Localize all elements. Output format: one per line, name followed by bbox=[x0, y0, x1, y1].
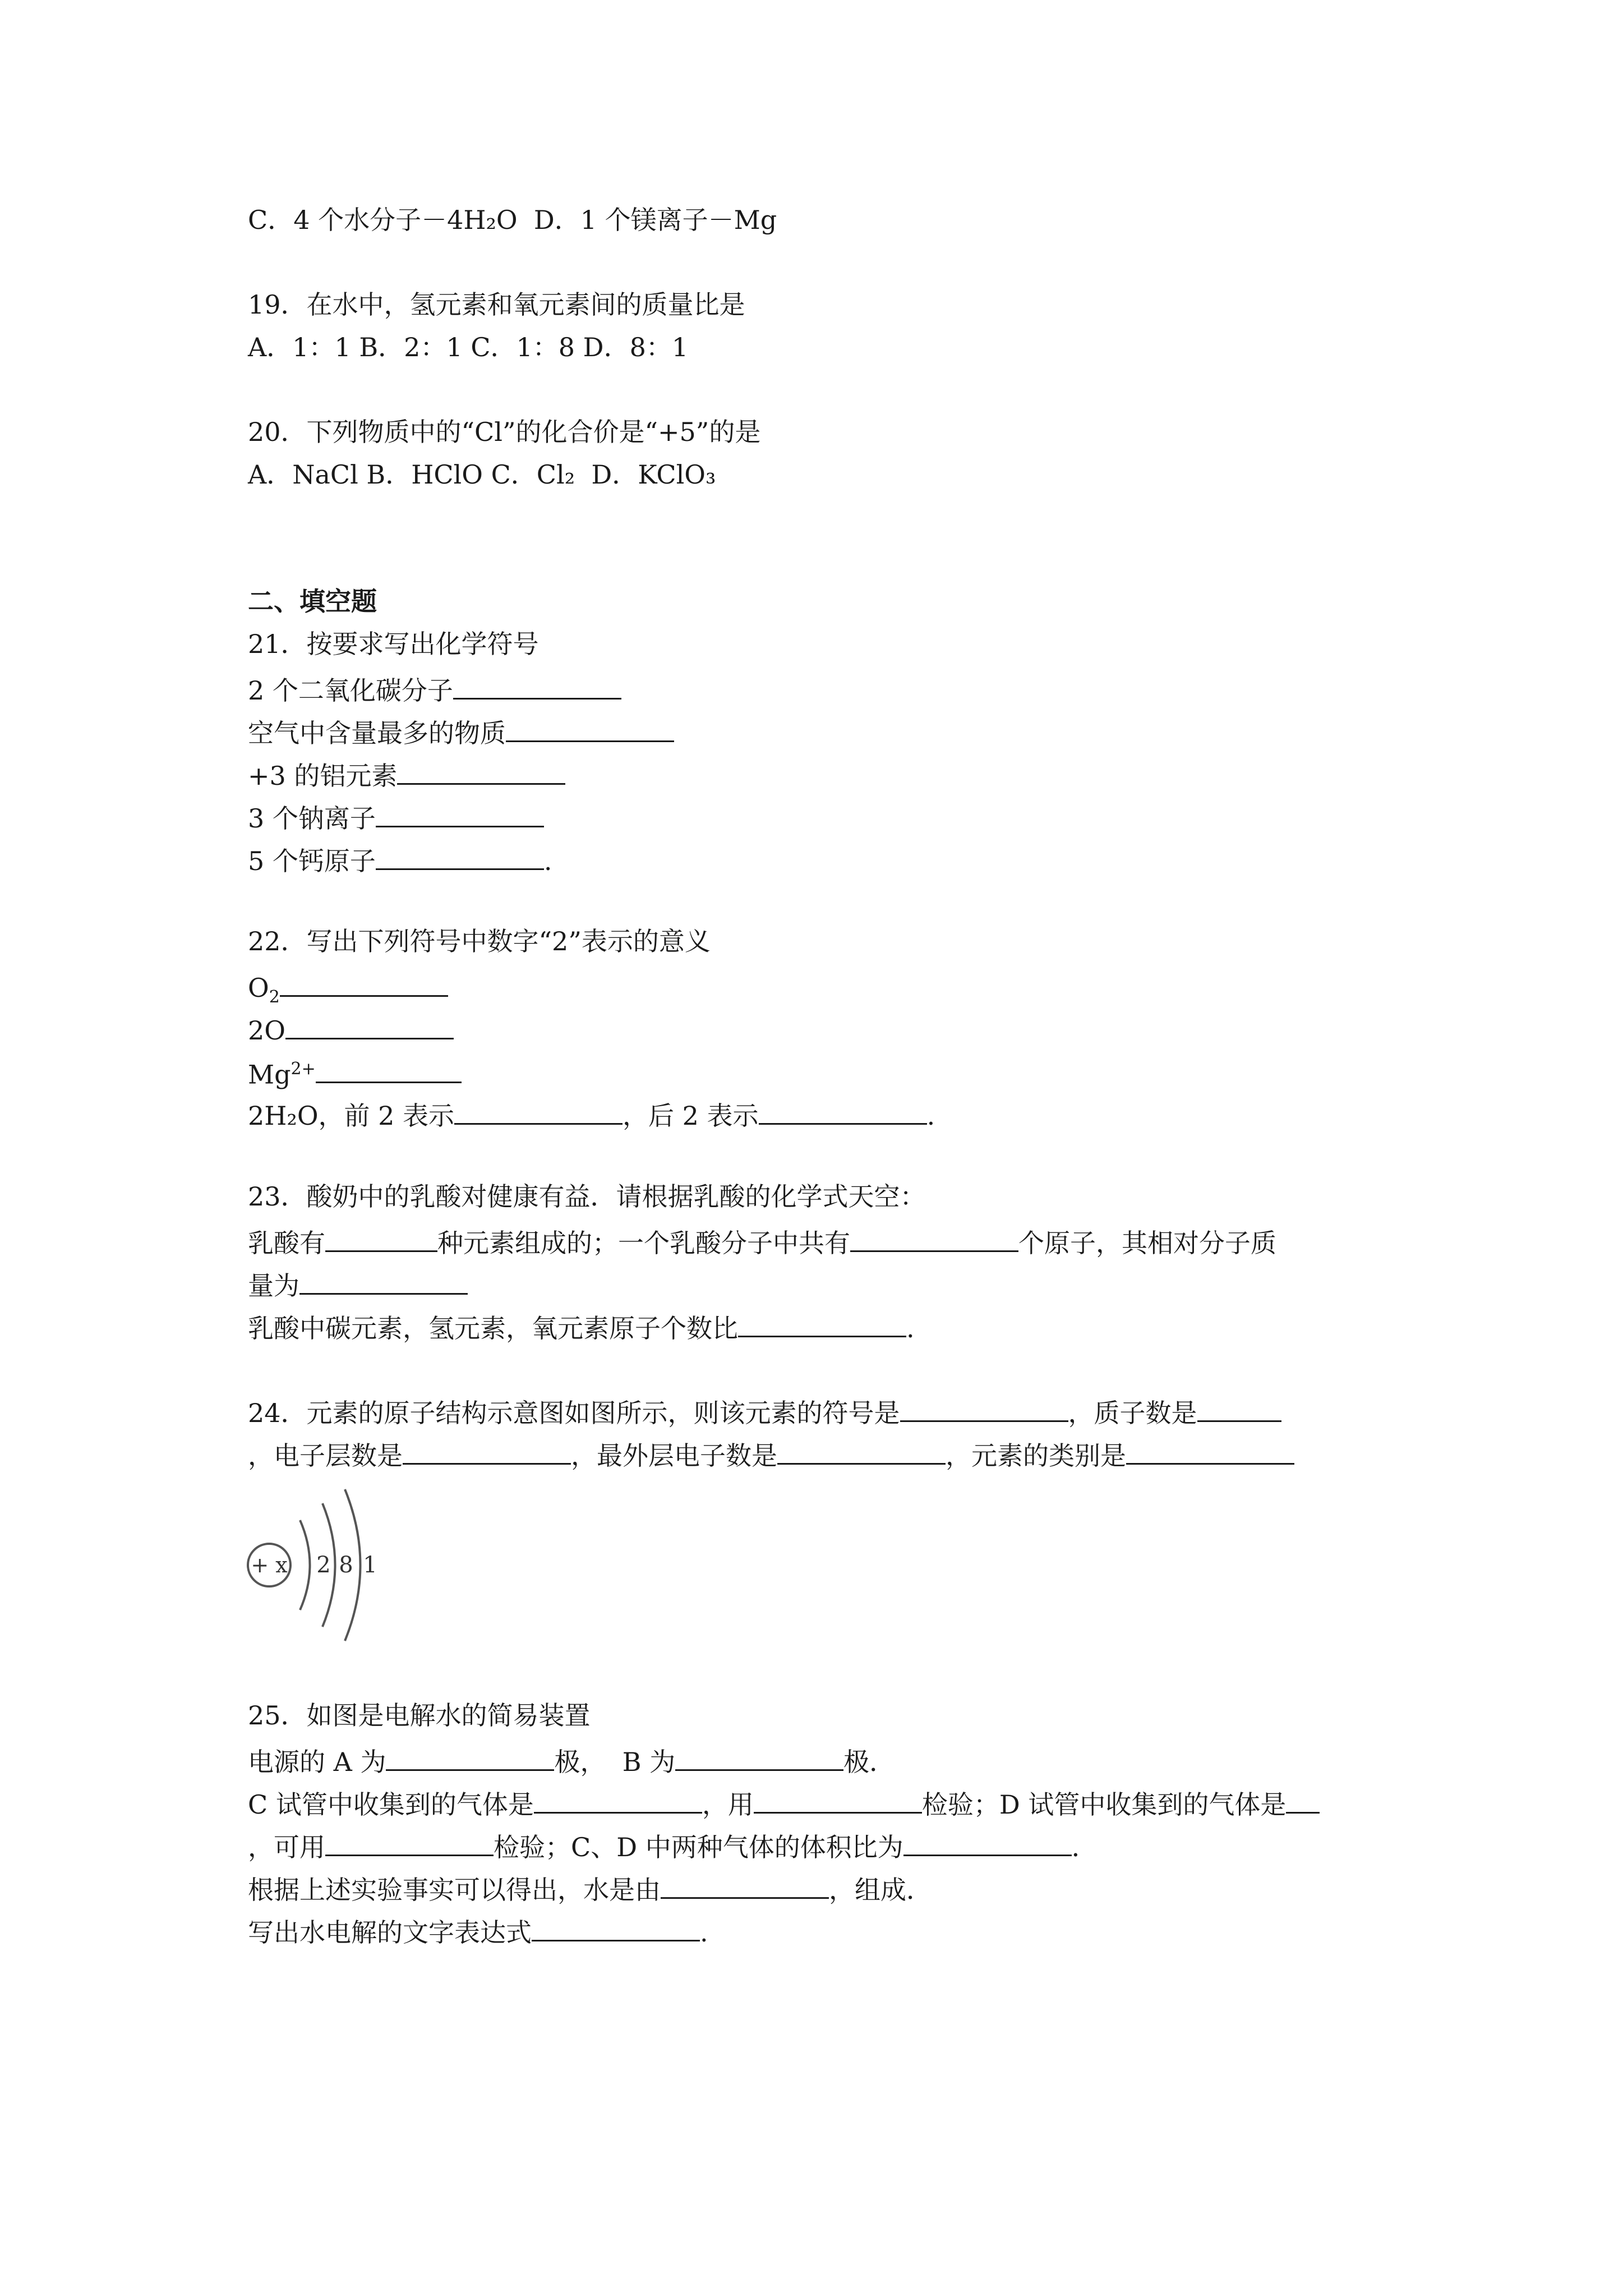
shell-3-electrons: 1 bbox=[363, 1552, 377, 1578]
electron-shell-1 bbox=[300, 1520, 310, 1610]
text-segment: 乳酸有 bbox=[248, 1228, 325, 1258]
answer-blank[interactable] bbox=[280, 967, 448, 997]
text-segment: ，质子数是 bbox=[1068, 1398, 1197, 1428]
text-segment: ． bbox=[1071, 1832, 1098, 1862]
answer-blank[interactable] bbox=[850, 1222, 1018, 1252]
q25-stem: 25．如图是电解水的简易装置 bbox=[248, 1700, 591, 1731]
answer-blank[interactable] bbox=[376, 798, 544, 827]
q21-item-5 bbox=[248, 840, 552, 878]
atom-structure-diagram bbox=[241, 1481, 409, 1649]
answer-blank[interactable] bbox=[299, 1265, 468, 1295]
period: . bbox=[700, 1917, 708, 1948]
q22-stem: 22．写出下列符号中数字“2”表示的意义 bbox=[248, 926, 711, 956]
text-segment: ，可用 bbox=[248, 1832, 325, 1862]
answer-blank[interactable] bbox=[903, 1826, 1072, 1856]
q23-line-2 bbox=[248, 1265, 468, 1303]
q18-option-cd: C．4 个水分子－4H₂O D．1 个镁离子－Mg bbox=[248, 205, 777, 235]
q19-options: A．1：1 B．2：1 C．1：8 D．8：1 bbox=[248, 332, 689, 362]
q25-line-4 bbox=[248, 1869, 932, 1907]
text-segment: 种元素组成的；一个乳酸分子中共有 bbox=[437, 1228, 850, 1258]
q22-2o bbox=[248, 1010, 454, 1047]
q21-item-label: 2 个二氧化碳分子 bbox=[248, 675, 453, 706]
q21-item-4 bbox=[248, 798, 544, 835]
text-segment: ，最外层电子数是 bbox=[571, 1441, 777, 1471]
text-segment: 极． bbox=[843, 1747, 896, 1777]
text-segment: 电源的 A 为 bbox=[248, 1747, 386, 1777]
q19-stem: 19．在水中，氢元素和氧元素间的质量比是 bbox=[248, 289, 745, 320]
formula-subscript: 2 bbox=[269, 987, 280, 1007]
q25-line-2 bbox=[248, 1784, 1320, 1821]
q21-item-1 bbox=[248, 670, 621, 707]
q21-item-label: 空气中含量最多的物质 bbox=[248, 718, 506, 748]
answer-blank[interactable] bbox=[453, 670, 621, 700]
text-segment: ，电子层数是 bbox=[248, 1441, 403, 1471]
answer-blank[interactable] bbox=[759, 1095, 927, 1125]
answer-blank[interactable] bbox=[1197, 1392, 1281, 1422]
q24-line-2 bbox=[248, 1435, 1294, 1473]
text-segment: ，组成． bbox=[829, 1875, 932, 1905]
q23-line-1 bbox=[248, 1222, 1276, 1260]
q20-options: A．NaCl B．HClO C．Cl₂ D．KClO₃ bbox=[248, 459, 716, 490]
q25-line-5 bbox=[248, 1912, 708, 1949]
period: . bbox=[906, 1313, 915, 1343]
q24-line-1 bbox=[248, 1392, 1281, 1430]
text-segment: 24．元素的原子结构示意图如图所示，则该元素的符号是 bbox=[248, 1398, 900, 1428]
q21-stem: 21．按要求写出化学符号 bbox=[248, 629, 539, 659]
text-segment: 2H₂O，前 2 表示 bbox=[248, 1101, 455, 1131]
answer-blank[interactable] bbox=[316, 1053, 462, 1083]
text-segment: 根据上述实验事实可以得出，水是由 bbox=[248, 1875, 661, 1905]
nucleus-label: + x bbox=[251, 1553, 288, 1577]
formula: 2O bbox=[248, 1015, 285, 1046]
q23-stem: 23．酸奶中的乳酸对健康有益．请根据乳酸的化学式天空： bbox=[248, 1181, 926, 1212]
text-segment: ，元素的类别是 bbox=[946, 1441, 1126, 1471]
answer-blank[interactable] bbox=[325, 1222, 437, 1252]
q21-item-label: 3 个钠离子 bbox=[248, 803, 376, 834]
shell-1-electrons: 2 bbox=[316, 1552, 331, 1578]
q20-stem: 20．下列物质中的“Cl”的化合价是“+5”的是 bbox=[248, 417, 761, 447]
answer-blank[interactable] bbox=[454, 1095, 623, 1125]
q22-h2o bbox=[248, 1095, 935, 1133]
q25-line-1 bbox=[248, 1741, 895, 1779]
answer-blank[interactable] bbox=[506, 712, 674, 742]
answer-blank[interactable] bbox=[738, 1308, 906, 1337]
q21-item-3 bbox=[248, 755, 565, 793]
formula-base: Mg bbox=[248, 1059, 291, 1090]
q22-mg bbox=[248, 1052, 462, 1091]
period: . bbox=[543, 846, 552, 876]
text-segment: 量为 bbox=[248, 1271, 299, 1301]
q23-line-3 bbox=[248, 1308, 915, 1345]
period: . bbox=[926, 1101, 935, 1131]
answer-blank[interactable] bbox=[754, 1784, 922, 1814]
answer-blank[interactable] bbox=[1286, 1784, 1320, 1814]
text-segment: 检验；D 试管中收集到的气体是 bbox=[921, 1789, 1287, 1820]
q25-line-3 bbox=[248, 1826, 1098, 1864]
answer-blank[interactable] bbox=[777, 1435, 946, 1465]
text-segment: 写出水电解的文字表达式 bbox=[248, 1917, 532, 1948]
text-segment: ，用 bbox=[702, 1789, 754, 1820]
text-segment: 个原子，其相对分子质 bbox=[1018, 1228, 1276, 1258]
answer-blank[interactable] bbox=[386, 1741, 554, 1771]
answer-blank[interactable] bbox=[325, 1826, 494, 1856]
section-title-fill-blank: 二、填空题 bbox=[248, 586, 377, 616]
answer-blank[interactable] bbox=[397, 755, 565, 785]
formula-superscript: 2+ bbox=[291, 1059, 316, 1079]
text-segment: ，后 2 表示 bbox=[623, 1101, 759, 1131]
answer-blank[interactable] bbox=[675, 1741, 843, 1771]
text-segment: C 试管中收集到的气体是 bbox=[248, 1789, 534, 1820]
q21-item-label: +3 的铝元素 bbox=[248, 761, 398, 791]
answer-blank[interactable] bbox=[285, 1010, 454, 1039]
answer-blank[interactable] bbox=[376, 840, 544, 870]
answer-blank[interactable] bbox=[534, 1784, 702, 1814]
shell-2-electrons: 8 bbox=[339, 1552, 353, 1578]
answer-blank[interactable] bbox=[1126, 1435, 1294, 1465]
answer-blank[interactable] bbox=[900, 1392, 1068, 1422]
q22-o2 bbox=[248, 967, 448, 1014]
q21-item-2 bbox=[248, 712, 674, 750]
formula-base: O bbox=[248, 973, 269, 1003]
answer-blank[interactable] bbox=[661, 1869, 829, 1899]
text-segment: 乳酸中碳元素，氢元素，氧元素原子个数比 bbox=[248, 1313, 738, 1343]
text-segment: 极， B 为 bbox=[554, 1747, 676, 1777]
answer-blank[interactable] bbox=[532, 1912, 700, 1941]
q21-item-label: 5 个钙原子 bbox=[248, 846, 376, 876]
text-segment: 检验；C、D 中两种气体的体积比为 bbox=[494, 1832, 903, 1862]
answer-blank[interactable] bbox=[403, 1435, 571, 1465]
